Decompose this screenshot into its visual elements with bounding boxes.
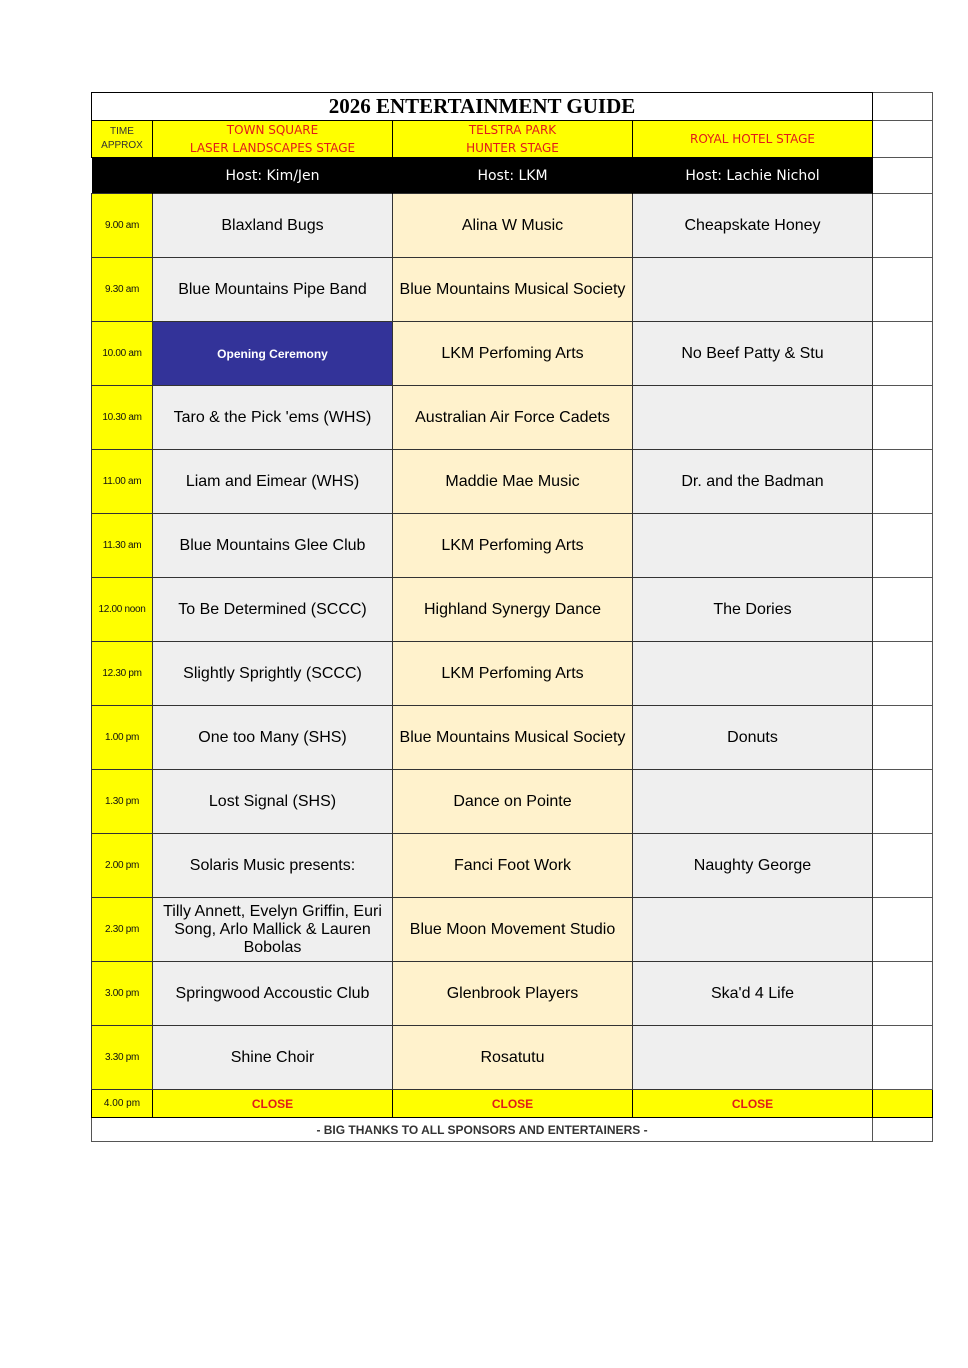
title-row bbox=[92, 93, 933, 121]
town-square-act: Slightly Sprightly (SCCC) bbox=[153, 642, 393, 706]
town-square-act: Taro & the Pick 'ems (WHS) bbox=[153, 386, 393, 450]
footer-thanks: - BIG THANKS TO ALL SPONSORS AND ENTERTAINERS - bbox=[92, 1118, 873, 1142]
schedule-row bbox=[92, 1026, 933, 1090]
time-slot: 1.00 pm bbox=[92, 706, 153, 770]
schedule-row bbox=[92, 194, 933, 258]
schedule-row bbox=[92, 386, 933, 450]
side-cell bbox=[873, 898, 933, 962]
time-slot: 3.00 pm bbox=[92, 962, 153, 1026]
telstra-park-act: Alina W Music bbox=[393, 194, 633, 258]
town-square-act: Blue Mountains Pipe Band bbox=[153, 258, 393, 322]
town-square-act: Blaxland Bugs bbox=[153, 194, 393, 258]
telstra-park-act: Blue Mountains Musical Society bbox=[393, 706, 633, 770]
time-slot: 10.00 am bbox=[92, 322, 153, 386]
town-square-act: Shine Choir bbox=[153, 1026, 393, 1090]
stage-header-town-square bbox=[153, 121, 393, 158]
royal-hotel-act: Naughty George bbox=[633, 834, 873, 898]
side-cell bbox=[873, 642, 933, 706]
time-slot: 1.30 pm bbox=[92, 770, 153, 834]
host-royal-hotel: Host: Lachie Nichol bbox=[633, 158, 873, 194]
town-square-act: Liam and Eimear (WHS) bbox=[153, 450, 393, 514]
stage-subname: LASER LANDSCAPES STAGE bbox=[189, 141, 356, 155]
schedule-row bbox=[92, 578, 933, 642]
schedule-row bbox=[92, 450, 933, 514]
time-slot: 9.30 am bbox=[92, 258, 153, 322]
close-label-town-square: CLOSE bbox=[153, 1090, 393, 1118]
royal-hotel-act bbox=[633, 514, 873, 578]
royal-hotel-act: No Beef Patty & Stu bbox=[633, 322, 873, 386]
side-cell bbox=[873, 158, 933, 194]
town-square-act: Lost Signal (SHS) bbox=[153, 770, 393, 834]
side-cell bbox=[873, 450, 933, 514]
telstra-park-act: Glenbrook Players bbox=[393, 962, 633, 1026]
side-cell bbox=[873, 578, 933, 642]
royal-hotel-act bbox=[633, 258, 873, 322]
telstra-park-act: LKM Perfoming Arts bbox=[393, 322, 633, 386]
side-cell bbox=[873, 770, 933, 834]
time-slot: 2.00 pm bbox=[92, 834, 153, 898]
side-cell bbox=[873, 386, 933, 450]
stage-header-royal-hotel bbox=[633, 121, 873, 158]
telstra-park-act: Dance on Pointe bbox=[393, 770, 633, 834]
royal-hotel-act: Ska'd 4 Life bbox=[633, 962, 873, 1026]
town-square-act: One too Many (SHS) bbox=[153, 706, 393, 770]
side-cell bbox=[873, 121, 933, 158]
royal-hotel-act bbox=[633, 386, 873, 450]
close-label-royal-hotel: CLOSE bbox=[633, 1090, 873, 1118]
schedule-row bbox=[92, 322, 933, 386]
royal-hotel-act bbox=[633, 642, 873, 706]
side-cell bbox=[873, 1090, 933, 1118]
schedule-row bbox=[92, 514, 933, 578]
telstra-park-act: Highland Synergy Dance bbox=[393, 578, 633, 642]
close-row bbox=[92, 1090, 933, 1118]
telstra-park-act: Blue Mountains Musical Society bbox=[393, 258, 633, 322]
side-cell bbox=[873, 1118, 933, 1142]
royal-hotel-act: The Dories bbox=[633, 578, 873, 642]
schedule-row bbox=[92, 258, 933, 322]
stage-subname: HUNTER STAGE bbox=[466, 141, 559, 155]
side-cell bbox=[873, 834, 933, 898]
town-square-act: Springwood Accoustic Club bbox=[153, 962, 393, 1026]
page-title: 2026 ENTERTAINMENT GUIDE bbox=[92, 93, 873, 121]
stage-name: TOWN SQUARE bbox=[226, 123, 319, 137]
side-cell bbox=[873, 1026, 933, 1090]
royal-hotel-act: Cheapskate Honey bbox=[633, 194, 873, 258]
time-slot: 3.30 pm bbox=[92, 1026, 153, 1090]
time-slot: 10.30 am bbox=[92, 386, 153, 450]
town-square-act: Opening Ceremony bbox=[153, 322, 393, 386]
time-slot: 9.00 am bbox=[92, 194, 153, 258]
telstra-park-act: Maddie Mae Music bbox=[393, 450, 633, 514]
close-label-telstra-park: CLOSE bbox=[393, 1090, 633, 1118]
stage-name: TELSTRA PARK bbox=[468, 123, 557, 137]
town-square-act: Blue Mountains Glee Club bbox=[153, 514, 393, 578]
side-cell bbox=[873, 322, 933, 386]
host-telstra-park: Host: LKM bbox=[393, 158, 633, 194]
royal-hotel-act: Donuts bbox=[633, 706, 873, 770]
close-time: 4.00 pm bbox=[92, 1090, 153, 1118]
footer-row bbox=[92, 1118, 933, 1142]
royal-hotel-act: Dr. and the Badman bbox=[633, 450, 873, 514]
town-square-act: Solaris Music presents: bbox=[153, 834, 393, 898]
telstra-park-act: LKM Perfoming Arts bbox=[393, 514, 633, 578]
schedule-row bbox=[92, 834, 933, 898]
town-square-act: Tilly Annett, Evelyn Griffin, Euri Song, Arlo Mallick & Lauren Bobolas bbox=[153, 898, 393, 962]
royal-hotel-act bbox=[633, 898, 873, 962]
host-town-square: Host: Kim/Jen bbox=[153, 158, 393, 194]
town-square-act: To Be Determined (SCCC) bbox=[153, 578, 393, 642]
stage-name: ROYAL HOTEL STAGE bbox=[689, 132, 815, 146]
host-row-time-cell bbox=[92, 158, 153, 194]
telstra-park-act: Australian Air Force Cadets bbox=[393, 386, 633, 450]
schedule-row bbox=[92, 642, 933, 706]
telstra-park-act: Fanci Foot Work bbox=[393, 834, 633, 898]
side-cell bbox=[873, 258, 933, 322]
side-cell bbox=[873, 706, 933, 770]
schedule-row bbox=[92, 898, 933, 962]
time-slot: 11.00 am bbox=[92, 450, 153, 514]
time-slot: 11.30 am bbox=[92, 514, 153, 578]
royal-hotel-act bbox=[633, 1026, 873, 1090]
royal-hotel-act bbox=[633, 770, 873, 834]
schedule-row bbox=[92, 706, 933, 770]
side-cell bbox=[873, 962, 933, 1026]
side-cell bbox=[873, 514, 933, 578]
time-slot: 2.30 pm bbox=[92, 898, 153, 962]
side-cell bbox=[873, 93, 933, 121]
side-cell bbox=[873, 194, 933, 258]
host-row bbox=[92, 158, 933, 194]
time-approx-header: TIME APPROX bbox=[92, 121, 153, 158]
schedule-row bbox=[92, 962, 933, 1026]
entertainment-guide-table bbox=[91, 92, 933, 1142]
stage-header-telstra-park bbox=[393, 121, 633, 158]
telstra-park-act: Rosatutu bbox=[393, 1026, 633, 1090]
time-slot: 12.30 pm bbox=[92, 642, 153, 706]
time-slot: 12.00 noon bbox=[92, 578, 153, 642]
telstra-park-act: Blue Moon Movement Studio bbox=[393, 898, 633, 962]
stage-header-row bbox=[92, 121, 933, 158]
telstra-park-act: LKM Perfoming Arts bbox=[393, 642, 633, 706]
schedule-row bbox=[92, 770, 933, 834]
